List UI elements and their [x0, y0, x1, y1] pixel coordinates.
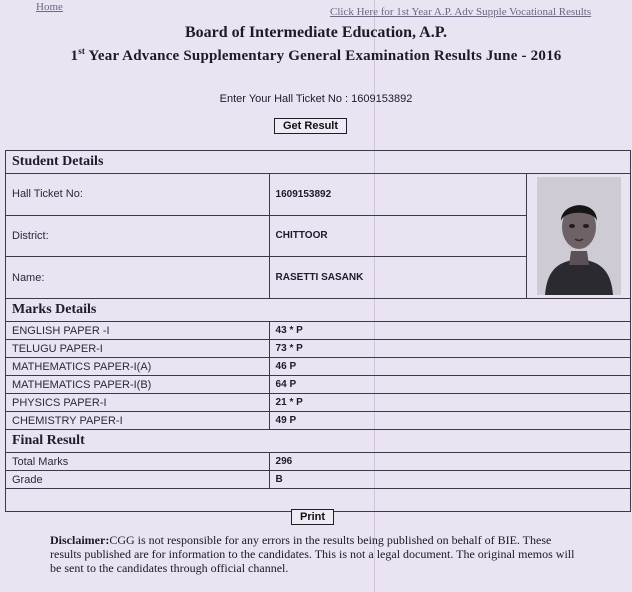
- subject-label: ENGLISH PAPER -I: [6, 322, 270, 340]
- marks-row: [6, 412, 631, 430]
- marks-row: [6, 322, 631, 340]
- final-value: B: [269, 471, 630, 489]
- field-value: CHITTOOR: [269, 215, 527, 257]
- final-label: Grade: [6, 471, 270, 489]
- subject-label: PHYSICS PAPER-I: [6, 394, 270, 412]
- hall-ticket-entry: [0, 93, 632, 105]
- subject-label: TELUGU PAPER-I: [6, 340, 270, 358]
- vocational-results-link[interactable]: Click Here for 1st Year A.P. Adv Supple Vocational Results: [330, 6, 592, 18]
- results-table: [5, 150, 631, 512]
- final-label: Total Marks: [6, 453, 270, 471]
- subject-label: MATHEMATICS PAPER-I(B): [6, 376, 270, 394]
- subject-marks: 46 P: [269, 358, 630, 376]
- subject-marks: 43 * P: [269, 322, 630, 340]
- disclaimer-text: CGG is not responsible for any errors in the results being published on behalf of BIE. These results published are for information to the candidates. This is not a legal document. The original memos will be sent to the candidates through official channel.: [50, 533, 575, 575]
- hall-ticket-entry-value[interactable]: 1609153892: [351, 93, 413, 105]
- disclaimer-lead: Disclaimer:: [50, 533, 110, 547]
- marks-row: [6, 340, 631, 358]
- final-value: 296: [269, 453, 630, 471]
- marks-row: [6, 394, 631, 412]
- subject-marks: 73 * P: [269, 340, 630, 358]
- photo-cell: [527, 174, 631, 299]
- subject-marks: 49 P: [269, 412, 630, 430]
- final-row-total: [6, 453, 631, 471]
- page-subtitle: 1st Year Advance Supplementary General Examination Results June - 2016: [70, 46, 562, 64]
- marks-row: [6, 358, 631, 376]
- student-details-heading: Student Details: [6, 151, 631, 174]
- subject-marks: 21 * P: [269, 394, 630, 412]
- marks-details-heading: Marks Details: [6, 299, 631, 322]
- field-label: District:: [6, 215, 270, 257]
- subject-label: MATHEMATICS PAPER-I(A): [6, 358, 270, 376]
- subject-label: CHEMISTRY PAPER-I: [6, 412, 270, 430]
- field-value: 1609153892: [269, 174, 527, 216]
- home-link[interactable]: Home: [36, 1, 63, 13]
- print-button[interactable]: Print: [291, 509, 334, 525]
- final-row-grade: [6, 471, 631, 489]
- subject-marks: 64 P: [269, 376, 630, 394]
- field-label: Name:: [6, 257, 270, 299]
- page-title: Board of Intermediate Education, A.P.: [184, 24, 448, 41]
- field-value: RASETTI SASANK: [269, 257, 527, 299]
- disclaimer: [50, 533, 580, 575]
- field-label: Hall Ticket No:: [6, 174, 270, 216]
- get-result-button[interactable]: Get Result: [274, 118, 347, 134]
- student-row-hallticket: [6, 174, 631, 216]
- hall-ticket-entry-label: Enter Your Hall Ticket No :: [219, 93, 349, 105]
- marks-row: [6, 376, 631, 394]
- final-result-heading: Final Result: [6, 430, 631, 453]
- student-photo: [537, 177, 621, 295]
